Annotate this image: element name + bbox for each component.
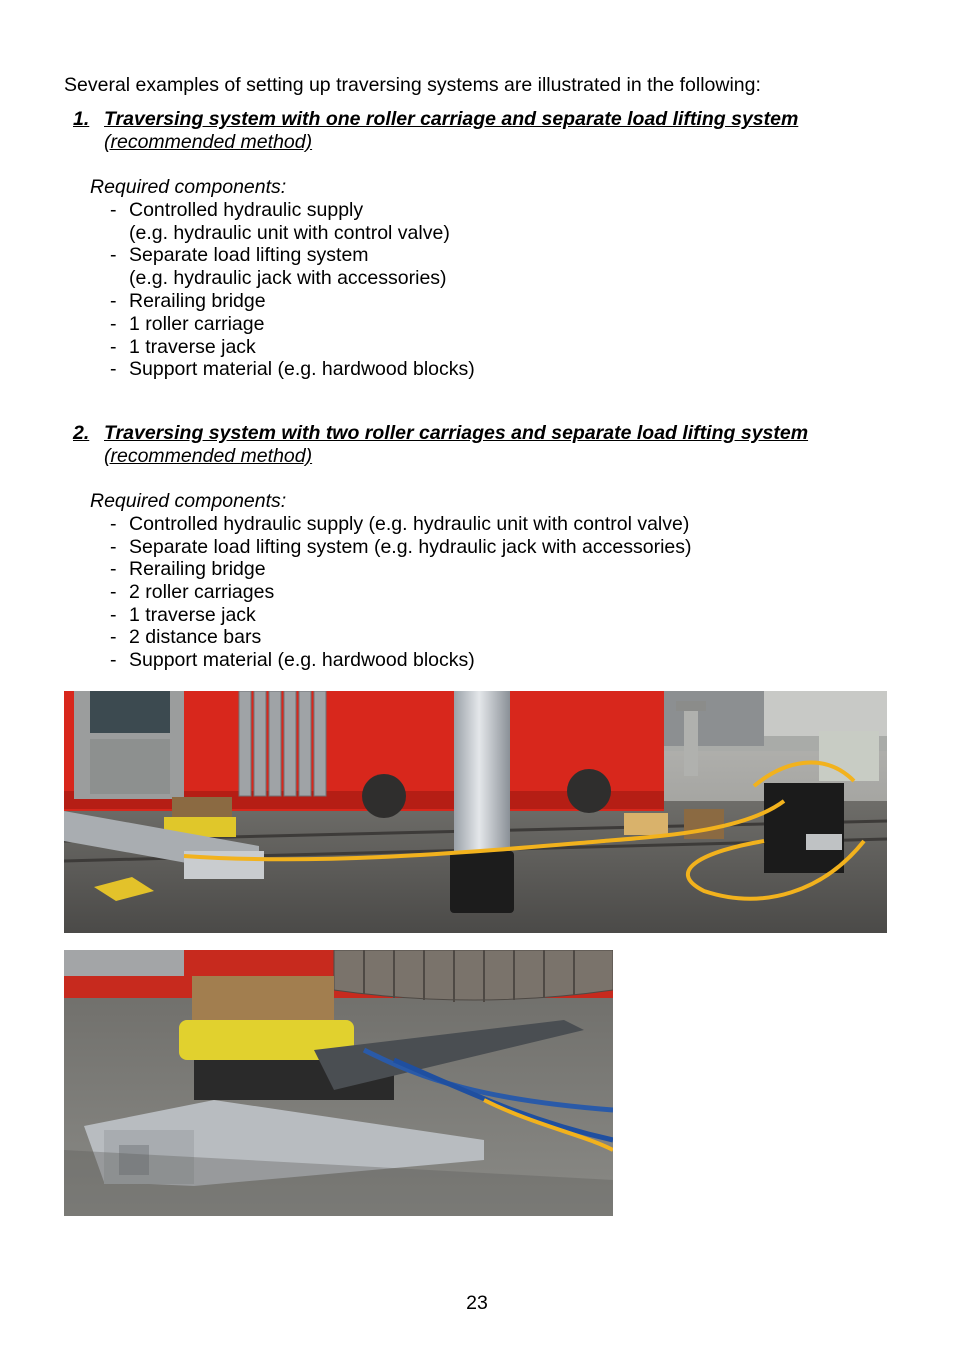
list-bullet: - <box>110 290 117 312</box>
section-1-title: Traversing system with one roller carriage and separate load lifting system <box>104 108 799 130</box>
intro-text: Several examples of setting up traversing systems are illustrated in the following: <box>64 74 761 96</box>
tram-traversing-photo <box>64 691 887 933</box>
list-bullet: - <box>110 336 117 358</box>
list-item: Support material (e.g. hardwood blocks) <box>129 358 475 380</box>
list-bullet: - <box>110 536 117 558</box>
list-item: 1 traverse jack <box>129 336 256 358</box>
section-2-required-label: Required components: <box>90 490 287 512</box>
list-bullet: - <box>110 649 117 671</box>
section-2-title: Traversing system with two roller carriages and separate load lifting system <box>104 422 809 444</box>
section-2-number: 2. <box>73 422 90 444</box>
section-2-subtitle: (recommended method) <box>104 445 313 467</box>
list-item-continuation: (e.g. hydraulic jack with accessories) <box>129 267 447 289</box>
list-item: Support material (e.g. hardwood blocks) <box>129 649 475 671</box>
list-item: 1 roller carriage <box>129 313 265 335</box>
section-1-required-label: Required components: <box>90 176 287 198</box>
list-bullet: - <box>110 581 117 603</box>
section-1-number: 1. <box>73 108 90 130</box>
list-item: Separate load lifting system (e.g. hydraulic jack with accessories) <box>129 536 692 558</box>
section-1-subtitle: (recommended method) <box>104 131 313 153</box>
roller-carriage-closeup-photo <box>64 950 613 1216</box>
list-bullet: - <box>110 513 117 535</box>
list-bullet: - <box>110 358 117 380</box>
list-bullet: - <box>110 626 117 648</box>
list-item: 2 roller carriages <box>129 581 275 603</box>
list-bullet: - <box>110 313 117 335</box>
list-item: Controlled hydraulic supply (e.g. hydraulic unit with control valve) <box>129 513 690 535</box>
page-number: 23 <box>466 1292 488 1314</box>
list-bullet: - <box>110 244 117 266</box>
list-item: Rerailing bridge <box>129 290 266 312</box>
list-item: Rerailing bridge <box>129 558 266 580</box>
list-item: 2 distance bars <box>129 626 262 648</box>
list-item: Separate load lifting system <box>129 244 369 266</box>
list-bullet: - <box>110 199 117 221</box>
list-item-continuation: (e.g. hydraulic unit with control valve) <box>129 222 450 244</box>
list-item: Controlled hydraulic supply <box>129 199 364 221</box>
list-item: 1 traverse jack <box>129 604 256 626</box>
list-bullet: - <box>110 604 117 626</box>
list-bullet: - <box>110 558 117 580</box>
